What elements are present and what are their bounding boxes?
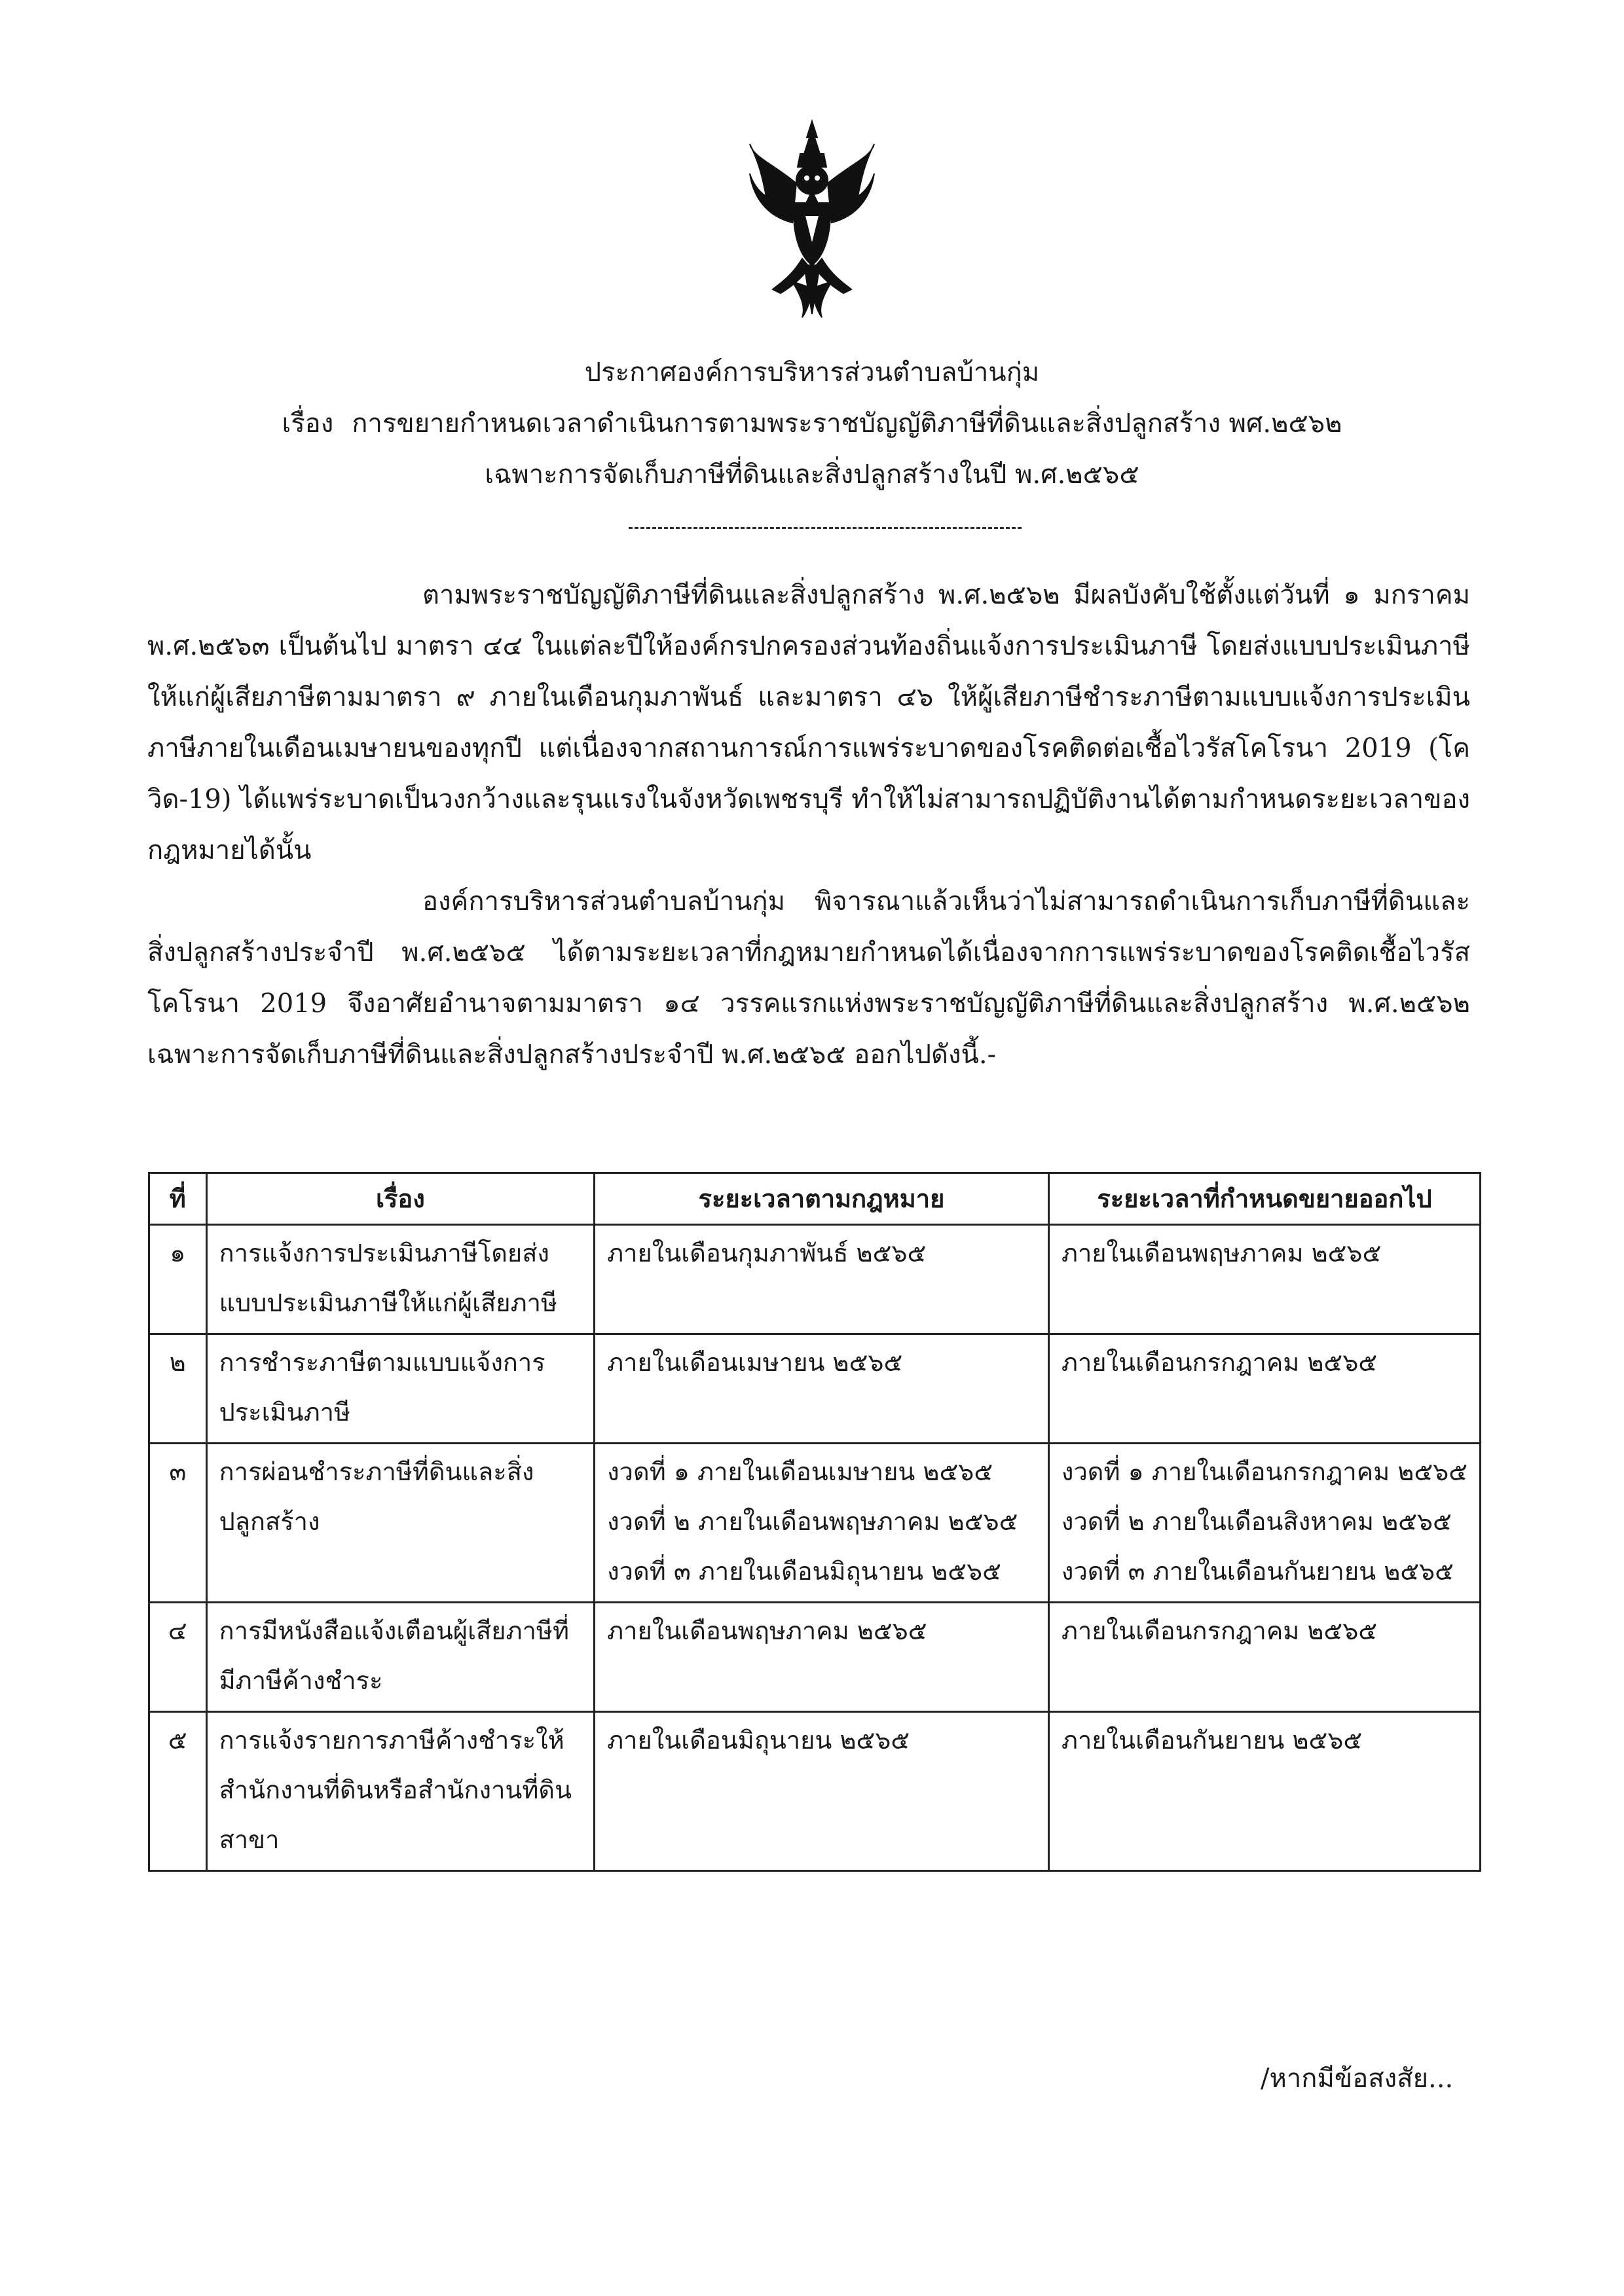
table-header-row xyxy=(149,1173,1481,1225)
topic-line: การผ่อนชำระภาษีที่ดินและสิ่ง xyxy=(219,1457,534,1486)
row-law xyxy=(595,1603,1049,1712)
law-line: ภายในเดือนมิถุนายน ๒๕๖๕ xyxy=(607,1726,910,1755)
header-extended: ระยะเวลาที่กำหนดขยายออกไป xyxy=(1048,1173,1480,1225)
header-num: ที่ xyxy=(149,1173,207,1225)
topic-line: การแจ้งรายการภาษีค้างชำระให้ xyxy=(219,1726,564,1755)
table-row xyxy=(149,1444,1481,1603)
row-extended xyxy=(1048,1603,1480,1712)
topic-line: การมีหนังสือแจ้งเตือนผู้เสียภาษีที่ xyxy=(219,1616,569,1645)
row-topic xyxy=(206,1603,595,1712)
table-row xyxy=(149,1712,1481,1871)
row-extended xyxy=(1048,1334,1480,1444)
org-title: ประกาศองค์การบริหารส่วนตำบลบ้านกุ่ม xyxy=(584,357,1040,388)
subject-text: การขยายกำหนดเวลาดำเนินการตามพระราชบัญญัติภาษีที่ดินและสิ่งปลูกสร้าง พศ.๒๕๖๒ xyxy=(352,409,1342,439)
row-law xyxy=(595,1444,1049,1603)
announcement-header xyxy=(131,347,1493,500)
row-topic xyxy=(206,1712,595,1871)
topic-line: ประเมินภาษี xyxy=(219,1398,351,1427)
extended-line: ภายในเดือนกันยายน ๒๕๖๕ xyxy=(1061,1726,1363,1755)
row-num: ๑ xyxy=(149,1225,207,1334)
header-topic: เรื่อง xyxy=(206,1173,595,1225)
extended-line: ภายในเดือนกรกฎาคม ๒๕๖๕ xyxy=(1061,1348,1378,1377)
row-law xyxy=(595,1334,1049,1444)
row-law xyxy=(595,1225,1049,1334)
extended-line: งวดที่ ๒ ภายในเดือนสิงหาคม ๒๕๖๕ xyxy=(1061,1507,1452,1536)
extended-line: ภายในเดือนกรกฎาคม ๒๕๖๕ xyxy=(1061,1616,1378,1645)
header-divider xyxy=(629,527,1022,529)
row-extended xyxy=(1048,1712,1480,1871)
row-topic xyxy=(206,1444,595,1603)
law-line: ภายในเดือนพฤษภาคม ๒๕๖๕ xyxy=(607,1616,927,1645)
announcement-body xyxy=(147,570,1470,1080)
topic-line: มีภาษีค้างชำระ xyxy=(219,1666,383,1695)
row-num: ๒ xyxy=(149,1334,207,1444)
row-extended xyxy=(1048,1225,1480,1334)
extended-line: งวดที่ ๑ ภายในเดือนกรกฎาคม ๒๕๖๕ xyxy=(1061,1457,1467,1486)
topic-line: แบบประเมินภาษีให้แก่ผู้เสียภาษี xyxy=(219,1288,558,1317)
row-law xyxy=(595,1712,1049,1871)
subject-label: เรื่อง xyxy=(282,409,334,439)
subject-line xyxy=(131,398,1493,449)
schedule-table xyxy=(148,1172,1481,1872)
extended-line: ภายในเดือนพฤษภาคม ๒๕๖๕ xyxy=(1061,1239,1382,1267)
row-num: ๔ xyxy=(149,1603,207,1712)
subject-line-2: เฉพาะการจัดเก็บภาษีที่ดินและสิ่งปลูกสร้างในปี พ.ศ.๒๕๖๕ xyxy=(485,460,1139,490)
law-line: งวดที่ ๑ ภายในเดือนเมษายน ๒๕๖๕ xyxy=(607,1457,993,1486)
continuation-note: /หากมีข้อสงสัย... xyxy=(1261,2064,1454,2094)
paragraph-1: ตามพระราชบัญญัติภาษีที่ดินและสิ่งปลูกสร้าง พ.ศ.๒๕๖๒ มีผลบังคับใช้ตั้งแต่วันที่ ๑ มกราคม พ.ศ.๒๕๖๓ เป็นต้นไป มาตรา ๔๔ ในแต่ละปีให้องค์กรปกครองส่วนท้องถิ่นแจ้งการประเมินภาษี โดยส่งแบบประเมินภาษีให้แก่ผู้เสียภาษีตามมาตรา ๙ ภายในเดือนกุมภาพันธ์ และมาตรา ๔๖ ให้ผู้เสียภาษีชำระภาษีตามแบบแจ้งการประเมินภาษีภายในเดือนเมษายนของทุกปี แต่เนื่องจากสถานการณ์การแพร่ระบาดของโรคติดต่อเชื้อไวรัสโคโรนา 2019 (โควิด-19) ได้แพร่ระบาดเป็นวงกว้างและรุนแรงในจังหวัดเพชรบุรี ทำให้ไม่สามารถปฏิบัติงานได้ตามกำหนดระยะเวลาของกฎหมายได้นั้น xyxy=(147,580,1470,866)
table-row xyxy=(149,1603,1481,1712)
header-law: ระยะเวลาตามกฎหมาย xyxy=(595,1173,1049,1225)
topic-line: การชำระภาษีตามแบบแจ้งการ xyxy=(219,1348,545,1377)
topic-line: การแจ้งการประเมินภาษีโดยส่ง xyxy=(219,1239,549,1267)
topic-line: สาขา xyxy=(219,1825,280,1854)
row-num: ๕ xyxy=(149,1712,207,1871)
law-line: ภายในเดือนเมษายน ๒๕๖๕ xyxy=(607,1348,903,1377)
law-line: งวดที่ ๓ ภายในเดือนมิถุนายน ๒๕๖๕ xyxy=(607,1557,1001,1586)
table-row xyxy=(149,1225,1481,1334)
table-row xyxy=(149,1334,1481,1444)
row-topic xyxy=(206,1225,595,1334)
topic-line: สำนักงานที่ดินหรือสำนักงานที่ดิน xyxy=(219,1776,572,1804)
row-topic xyxy=(206,1334,595,1444)
row-extended xyxy=(1048,1444,1480,1603)
paragraph-2: องค์การบริหารส่วนตำบลบ้านกุ่ม พิจารณาแล้วเห็นว่าไม่สามารถดำเนินการเก็บภาษีที่ดินและสิ่งปลูกสร้างประจำปี พ.ศ.๒๕๖๕ ได้ตามระยะเวลาที่กฎหมายกำหนดได้เนื่องจากการแพร่ระบาดของโรคติดเชื้อไวรัสโคโรนา 2019 จึงอาศัยอำนาจตามมาตรา ๑๔ วรรคแรกแห่งพระราชบัญญัติภาษีที่ดินและสิ่งปลูกสร้าง พ.ศ.๒๕๖๒ เฉพาะการจัดเก็บภาษีที่ดินและสิ่งปลูกสร้างประจำปี พ.ศ.๒๕๖๕ ออกไปดังนี้.- xyxy=(147,886,1470,1070)
topic-line: ปลูกสร้าง xyxy=(219,1507,320,1536)
garuda-emblem-icon xyxy=(747,118,877,321)
law-line: ภายในเดือนกุมภาพันธ์ ๒๕๖๕ xyxy=(607,1239,927,1267)
extended-line: งวดที่ ๓ ภายในเดือนกันยายน ๒๕๖๕ xyxy=(1061,1557,1454,1586)
law-line: งวดที่ ๒ ภายในเดือนพฤษภาคม ๒๕๖๕ xyxy=(607,1507,1018,1536)
row-num: ๓ xyxy=(149,1444,207,1603)
